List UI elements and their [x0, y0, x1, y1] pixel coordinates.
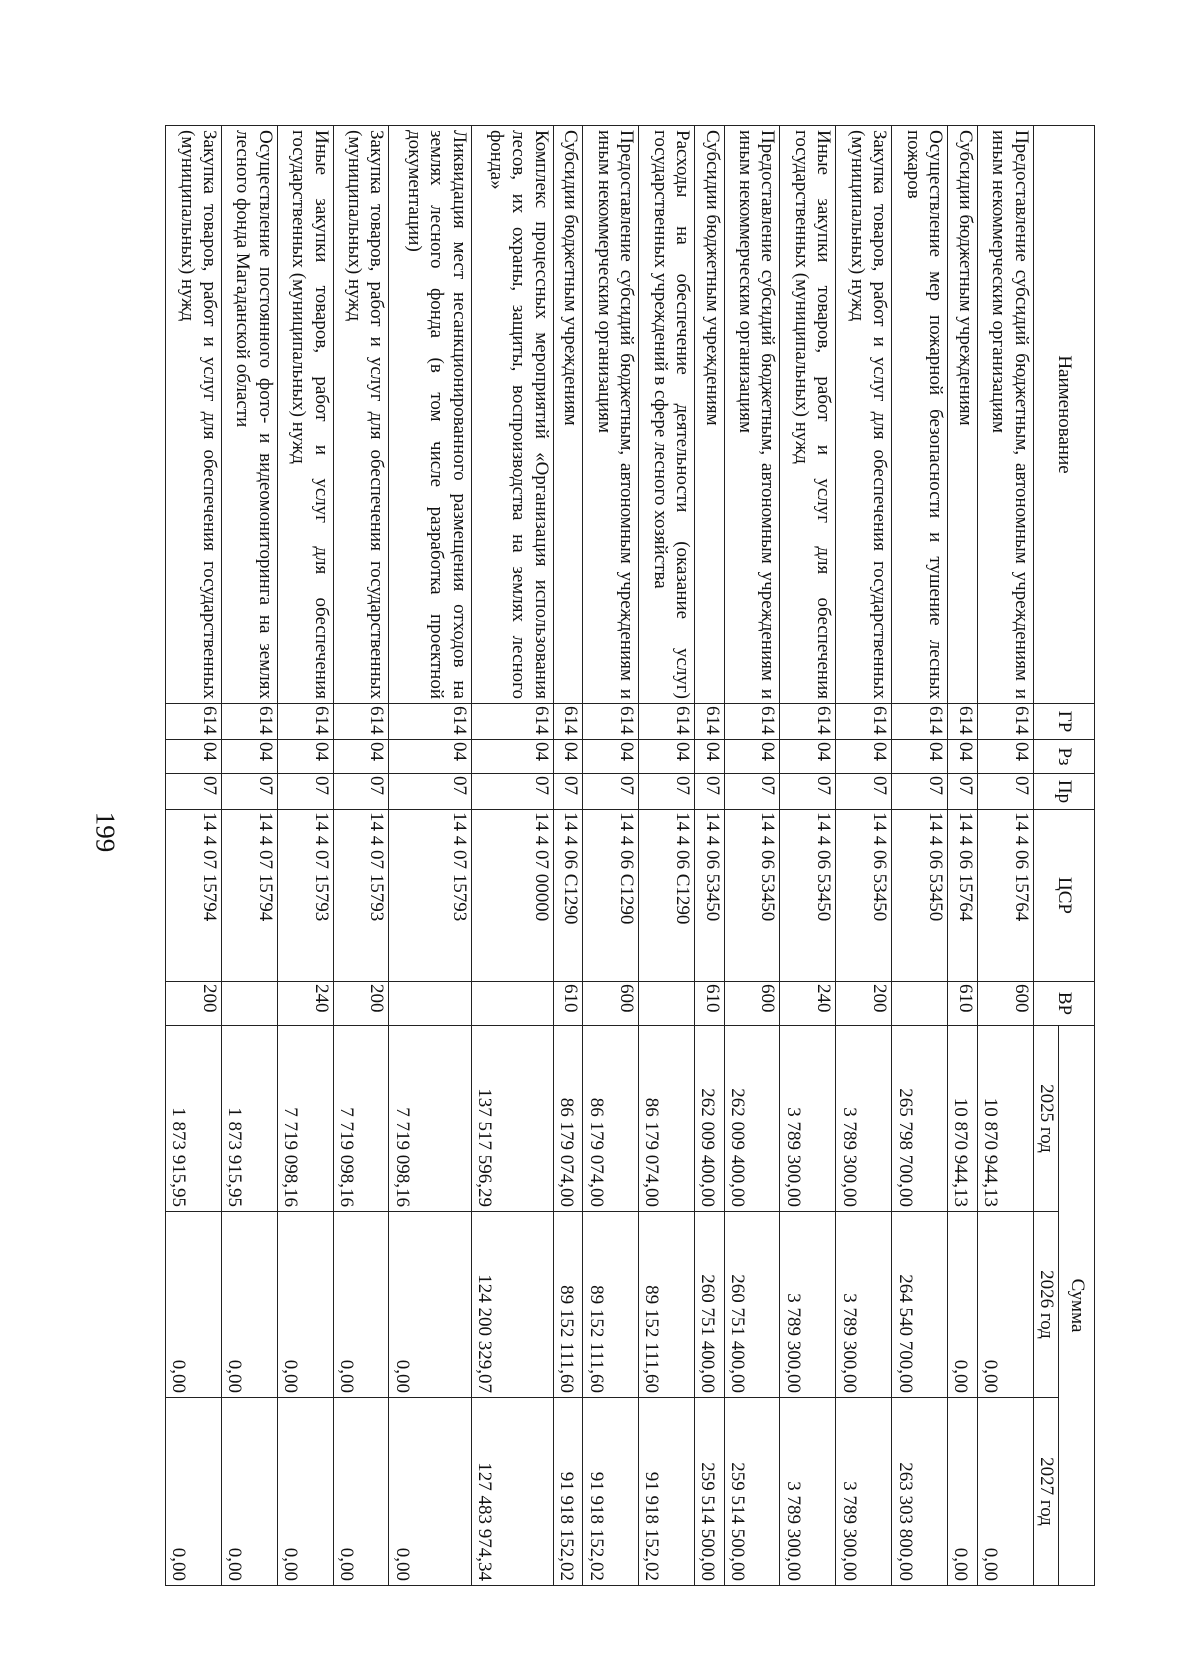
cell-gr: 614	[277, 704, 333, 740]
cell-rz: 04	[553, 740, 583, 774]
cell-gr: 614	[892, 704, 948, 740]
header-vr: ВР	[1033, 982, 1094, 1026]
table-row	[583, 126, 639, 1586]
cell-gr: 614	[836, 704, 892, 740]
cell-csr: 14 4 06 53450	[694, 810, 724, 982]
cell-csr: 14 4 07 15794	[166, 810, 222, 982]
cell-2025: 10 870 944,13	[948, 1026, 978, 1212]
cell-vr: 600	[583, 982, 639, 1026]
cell-gr: 614	[471, 704, 553, 740]
table-row	[724, 126, 780, 1586]
cell-2027: 263 303 800,00	[892, 1398, 948, 1586]
cell-2025: 262 009 400,00	[724, 1026, 780, 1212]
cell-2025: 1 873 915,95	[221, 1026, 277, 1212]
cell-vr: 610	[694, 982, 724, 1026]
cell-pr: 07	[471, 774, 553, 810]
cell-vr: 600	[977, 982, 1033, 1026]
cell-name: Комплекс процессных мероприятий «Организация использования лесов, их охраны, защиты, воспроизводства на землях лесного фонда»	[471, 126, 553, 704]
cell-2026: 89 152 111,60	[639, 1212, 695, 1398]
cell-pr: 07	[221, 774, 277, 810]
cell-csr: 14 4 06 C1290	[583, 810, 639, 982]
cell-gr: 614	[221, 704, 277, 740]
cell-csr: 14 4 07 15794	[221, 810, 277, 982]
cell-csr: 14 4 07 15793	[333, 810, 389, 982]
cell-name: Субсидии бюджетным учреждениям	[694, 126, 724, 704]
cell-vr	[471, 982, 553, 1026]
cell-gr: 614	[780, 704, 836, 740]
header-pr: Пр	[1033, 774, 1094, 810]
cell-csr: 14 4 07 15793	[277, 810, 333, 982]
cell-rz: 04	[389, 740, 471, 774]
table-row	[553, 126, 583, 1586]
cell-pr: 07	[333, 774, 389, 810]
cell-2025: 1 873 915,95	[166, 1026, 222, 1212]
cell-pr: 07	[583, 774, 639, 810]
cell-rz: 04	[583, 740, 639, 774]
cell-2026: 260 751 400,00	[694, 1212, 724, 1398]
cell-vr: 200	[836, 982, 892, 1026]
cell-2027: 91 918 152,02	[553, 1398, 583, 1586]
cell-rz: 04	[977, 740, 1033, 774]
cell-vr	[639, 982, 695, 1026]
table-row	[166, 126, 222, 1586]
cell-pr: 07	[948, 774, 978, 810]
table-row	[221, 126, 277, 1586]
cell-2026: 3 789 300,00	[836, 1212, 892, 1398]
cell-2025: 262 009 400,00	[694, 1026, 724, 1212]
cell-gr: 614	[333, 704, 389, 740]
cell-vr: 200	[333, 982, 389, 1026]
cell-name: Закупка товаров, работ и услуг для обеспечения государственных (муниципальных) нужд	[166, 126, 222, 704]
table-row	[948, 126, 978, 1586]
cell-2027: 91 918 152,02	[583, 1398, 639, 1586]
cell-2026: 0,00	[221, 1212, 277, 1398]
cell-pr: 07	[977, 774, 1033, 810]
table-row	[892, 126, 948, 1586]
cell-csr: 14 4 06 53450	[724, 810, 780, 982]
cell-2026: 0,00	[977, 1212, 1033, 1398]
cell-pr: 07	[694, 774, 724, 810]
cell-rz: 04	[333, 740, 389, 774]
cell-vr: 240	[780, 982, 836, 1026]
cell-2027: 3 789 300,00	[836, 1398, 892, 1586]
cell-2025: 10 870 944,13	[977, 1026, 1033, 1212]
cell-gr: 614	[639, 704, 695, 740]
cell-2025: 7 719 098,16	[389, 1026, 471, 1212]
cell-csr: 14 4 07 15793	[389, 810, 471, 982]
cell-gr: 614	[583, 704, 639, 740]
header-gr: ГР	[1033, 704, 1094, 740]
cell-rz: 04	[694, 740, 724, 774]
cell-2025: 86 179 074,00	[583, 1026, 639, 1212]
cell-csr: 14 4 06 C1290	[553, 810, 583, 982]
cell-gr: 614	[724, 704, 780, 740]
cell-2025: 137 517 596,29	[471, 1026, 553, 1212]
cell-2027: 0,00	[977, 1398, 1033, 1586]
table-body	[166, 126, 1034, 1586]
cell-gr: 614	[166, 704, 222, 740]
table-row	[639, 126, 695, 1586]
cell-2026: 0,00	[277, 1212, 333, 1398]
rotated-table-container	[165, 125, 1095, 1585]
cell-gr: 614	[948, 704, 978, 740]
cell-2026: 0,00	[948, 1212, 978, 1398]
cell-vr	[389, 982, 471, 1026]
cell-2027: 3 789 300,00	[780, 1398, 836, 1586]
cell-name: Закупка товаров, работ и услуг для обеспечения государственных (муниципальных) нужд	[836, 126, 892, 704]
cell-gr: 614	[553, 704, 583, 740]
cell-name: Расходы на обеспечение деятельности (оказание услуг) государственных учреждений в сфере лесного хозяйства	[639, 126, 695, 704]
cell-name: Ликвидация мест несанкционированного размещения отходов на землях лесного фонда (в том числе разработка проектной документации)	[389, 126, 471, 704]
cell-csr: 14 4 06 53450	[780, 810, 836, 982]
cell-gr: 614	[389, 704, 471, 740]
table-row	[333, 126, 389, 1586]
cell-2026: 0,00	[389, 1212, 471, 1398]
cell-name: Предоставление субсидий бюджетным, автономным учреждениям и иным некоммерческим организациям	[977, 126, 1033, 704]
cell-2027: 91 918 152,02	[639, 1398, 695, 1586]
cell-2027: 259 514 500,00	[694, 1398, 724, 1586]
cell-pr: 07	[389, 774, 471, 810]
cell-vr	[892, 982, 948, 1026]
cell-rz: 04	[166, 740, 222, 774]
cell-2025: 7 719 098,16	[333, 1026, 389, 1212]
cell-rz: 04	[780, 740, 836, 774]
cell-name: Иные закупки товаров, работ и услуг для обеспечения государственных (муниципальных) нужд	[780, 126, 836, 704]
cell-2025: 7 719 098,16	[277, 1026, 333, 1212]
cell-pr: 07	[553, 774, 583, 810]
cell-rz: 04	[948, 740, 978, 774]
cell-name: Субсидии бюджетным учреждениям	[948, 126, 978, 704]
cell-2027: 0,00	[166, 1398, 222, 1586]
cell-csr: 14 4 07 00000	[471, 810, 553, 982]
cell-name: Предоставление субсидий бюджетным, автономным учреждениям и иным некоммерческим организациям	[583, 126, 639, 704]
cell-name: Осуществление постоянного фото- и видеомониторинга на землях лесного фонда Магаданской области	[221, 126, 277, 704]
cell-2025: 86 179 074,00	[639, 1026, 695, 1212]
table-row	[277, 126, 333, 1586]
cell-2027: 0,00	[333, 1398, 389, 1586]
header-name: Наименование	[1033, 126, 1094, 704]
cell-pr: 07	[277, 774, 333, 810]
page-number: 199	[90, 811, 121, 853]
cell-2026: 3 789 300,00	[780, 1212, 836, 1398]
cell-2027: 0,00	[948, 1398, 978, 1586]
header-2026: 2026 год	[1033, 1212, 1058, 1398]
cell-rz: 04	[639, 740, 695, 774]
cell-2027: 0,00	[277, 1398, 333, 1586]
cell-rz: 04	[277, 740, 333, 774]
table-row	[471, 126, 553, 1586]
budget-table	[165, 125, 1095, 1586]
cell-rz: 04	[221, 740, 277, 774]
cell-vr: 200	[166, 982, 222, 1026]
cell-2026: 0,00	[166, 1212, 222, 1398]
table-row	[694, 126, 724, 1586]
cell-csr: 14 4 06 15764	[948, 810, 978, 982]
cell-2025: 265 798 700,00	[892, 1026, 948, 1212]
header-sum: Сумма	[1059, 1026, 1095, 1586]
table-header	[1033, 126, 1094, 1586]
cell-csr: 14 4 06 53450	[836, 810, 892, 982]
cell-gr: 614	[977, 704, 1033, 740]
header-2027: 2027 год	[1033, 1398, 1058, 1586]
table-row	[780, 126, 836, 1586]
cell-2027: 0,00	[221, 1398, 277, 1586]
cell-vr: 610	[553, 982, 583, 1026]
header-csr: ЦСР	[1033, 810, 1094, 982]
cell-csr: 14 4 06 C1290	[639, 810, 695, 982]
cell-pr: 07	[780, 774, 836, 810]
cell-name: Субсидии бюджетным учреждениям	[553, 126, 583, 704]
cell-vr: 600	[724, 982, 780, 1026]
table-row	[977, 126, 1033, 1586]
cell-2026: 89 152 111,60	[553, 1212, 583, 1398]
cell-2026: 0,00	[333, 1212, 389, 1398]
cell-2027: 259 514 500,00	[724, 1398, 780, 1586]
cell-vr: 610	[948, 982, 978, 1026]
cell-rz: 04	[836, 740, 892, 774]
cell-vr: 240	[277, 982, 333, 1026]
cell-pr: 07	[724, 774, 780, 810]
cell-name: Предоставление субсидий бюджетным, автономным учреждениям и иным некоммерческим организациям	[724, 126, 780, 704]
cell-vr	[221, 982, 277, 1026]
cell-pr: 07	[166, 774, 222, 810]
table-row	[836, 126, 892, 1586]
header-rz: Рз	[1033, 740, 1094, 774]
cell-2026: 89 152 111,60	[583, 1212, 639, 1398]
cell-gr: 614	[694, 704, 724, 740]
cell-2027: 0,00	[389, 1398, 471, 1586]
cell-rz: 04	[471, 740, 553, 774]
cell-name: Иные закупки товаров, работ и услуг для обеспечения государственных (муниципальных) нужд	[277, 126, 333, 704]
header-2025: 2025 год	[1033, 1026, 1058, 1212]
cell-rz: 04	[892, 740, 948, 774]
cell-2026: 124 200 329,07	[471, 1212, 553, 1398]
cell-rz: 04	[724, 740, 780, 774]
cell-2026: 264 540 700,00	[892, 1212, 948, 1398]
cell-name: Закупка товаров, работ и услуг для обеспечения государственных (муниципальных) нужд	[333, 126, 389, 704]
cell-pr: 07	[836, 774, 892, 810]
table-row	[389, 126, 471, 1586]
cell-2025: 86 179 074,00	[553, 1026, 583, 1212]
cell-csr: 14 4 06 15764	[977, 810, 1033, 982]
cell-2025: 3 789 300,00	[780, 1026, 836, 1212]
cell-2026: 260 751 400,00	[724, 1212, 780, 1398]
cell-name: Осуществление мер пожарной безопасности и тушение лесных пожаров	[892, 126, 948, 704]
cell-pr: 07	[892, 774, 948, 810]
cell-csr: 14 4 06 53450	[892, 810, 948, 982]
cell-pr: 07	[639, 774, 695, 810]
cell-2027: 127 483 974,34	[471, 1398, 553, 1586]
cell-2025: 3 789 300,00	[836, 1026, 892, 1212]
